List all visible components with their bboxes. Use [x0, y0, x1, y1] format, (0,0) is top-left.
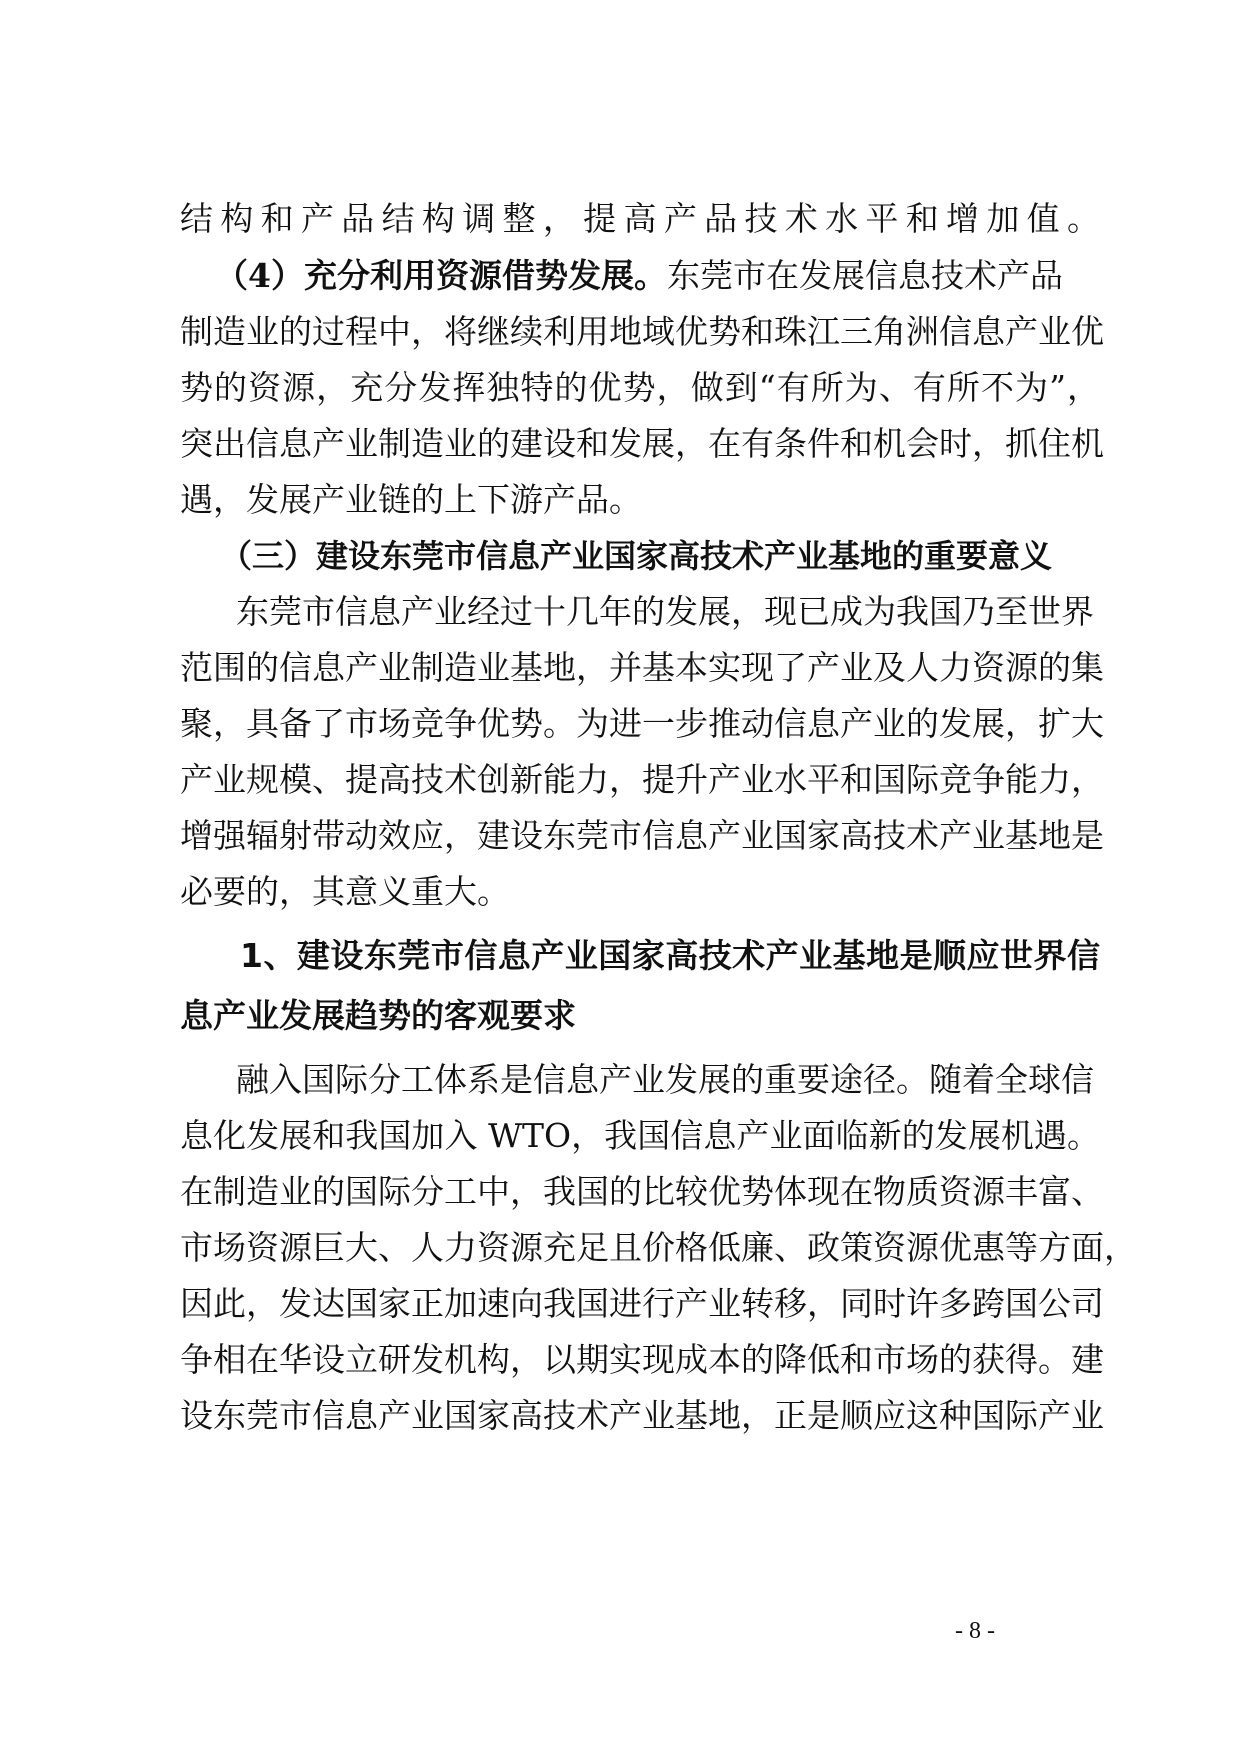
subsection-heading-continued: 息产业发展趋势的客观要求	[180, 996, 576, 1035]
paragraph-line	[180, 358, 1100, 418]
paragraph-line	[180, 470, 1100, 530]
paragraph-line	[180, 1106, 1100, 1166]
section-heading: （三）建设东莞市信息产业国家高技术产业基地的重要意义	[220, 537, 1053, 575]
page-number: - 8 -	[955, 1618, 995, 1644]
paragraph-line	[236, 582, 1100, 642]
text-run: 势的资源，充分发挥独特的优势，做到“有所为、有所不为”，	[180, 368, 1100, 407]
paragraph-line	[180, 1386, 1104, 1446]
paragraph-line	[180, 302, 1104, 362]
paragraph-line	[215, 246, 1100, 306]
text-run: 东莞市信息产业经过十几年的发展，现已成为我国乃至世界	[236, 592, 1094, 631]
paragraph-line	[180, 1162, 1104, 1222]
paragraph-line	[180, 189, 1100, 249]
paragraph-line	[180, 806, 1104, 866]
paragraph-line	[180, 414, 1104, 474]
paragraph-line	[180, 862, 1100, 922]
text-run: 争相在华设立研发机构，以期实现成本的降低和市场的获得。建	[180, 1340, 1104, 1379]
text-run: 聚，具备了市场竞争优势。为进一步推动信息产业的发展，扩大	[180, 704, 1104, 743]
text-run: 融入国际分工体系是信息产业发展的重要途径。随着全球信	[236, 1060, 1094, 1099]
paragraph-line	[180, 1218, 1137, 1278]
paragraph-line	[180, 694, 1104, 754]
text-run: 结构和产品结构调整，提高产品技术水平和增加值。	[180, 199, 1100, 238]
text-run: 制造业的过程中，将继续利用地域优势和珠江三角洲信息产业优	[180, 312, 1104, 351]
text-run: 必要的，其意义重大。	[180, 872, 510, 911]
paragraph-line	[180, 1330, 1104, 1390]
paragraph-line	[236, 1050, 1100, 1110]
text-run: 市场资源巨大、人力资源充足且价格低廉、政策资源优惠等方面，	[180, 1228, 1137, 1267]
text-run: 范围的信息产业制造业基地，并基本实现了产业及人力资源的集	[180, 648, 1104, 687]
text-run: 设东莞市信息产业国家高技术产业基地，正是顺应这种国际产业	[180, 1396, 1104, 1435]
text-run: 因此，发达国家正加速向我国进行产业转移，同时许多跨国公司	[180, 1284, 1104, 1323]
text-run: 东莞市在发展信息技术产品	[666, 256, 1063, 295]
paragraph-line	[180, 750, 1104, 810]
paragraph-line	[180, 1274, 1104, 1334]
text-run: 遇，发展产业链的上下游产品。	[180, 480, 642, 519]
text-run: 突出信息产业制造业的建设和发展，在有条件和机会时，抓住机	[180, 424, 1104, 463]
text-run: 增强辐射带动效应，建设东莞市信息产业国家高技术产业基地是	[180, 816, 1104, 855]
bold-subheading: （4）充分利用资源借势发展。	[215, 256, 667, 295]
paragraph-line	[180, 638, 1104, 698]
text-run: 息化发展和我国加入 WTO，我国信息产业面临新的发展机遇。	[180, 1116, 1100, 1155]
text-run: 在制造业的国际分工中，我国的比较优势体现在物质资源丰富、	[180, 1172, 1104, 1211]
text-run: 产业规模、提高技术创新能力，提升产业水平和国际竞争能力，	[180, 760, 1104, 799]
subsection-heading: 1、建设东莞市信息产业国家高技术产业基地是顺应世界信	[240, 936, 1100, 975]
